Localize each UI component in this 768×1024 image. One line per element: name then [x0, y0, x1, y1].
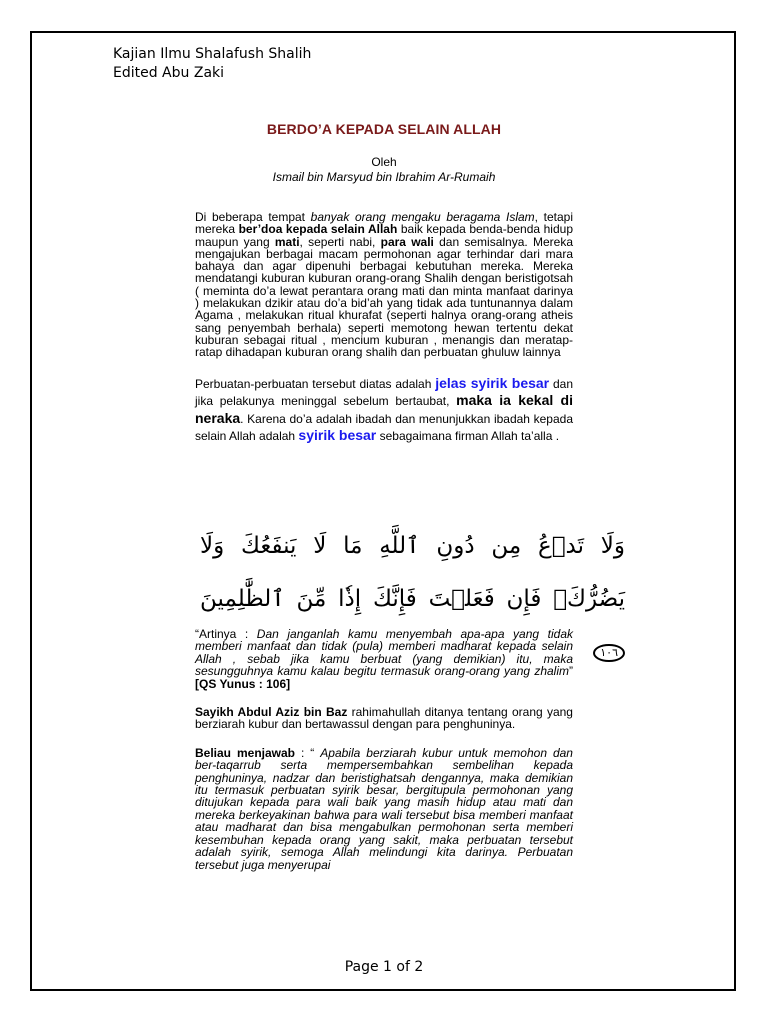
article-title: BERDO’A KEPADA SELAIN ALLAH [266, 121, 502, 137]
document-header [113, 45, 311, 83]
header-line-1: Kajian Ilmu Shalafush Shalih [113, 46, 312, 62]
highlight-syirik-besar-1: jelas syirik besar [435, 374, 550, 391]
header-line-2: Edited Abu Zaki [113, 65, 225, 81]
article-body [195, 120, 573, 445]
paragraph-intro: Di beberapa tempat banyak orang mengaku beragama Islam, tetapi mereka ber’doa kepada selain Allah baik kepada benda-benda hidup maupun yang mati, seperti nabi, para wali dan semisalnya. Mereka mengajukan berbagai macam permohonan agar terhindar dari mara bahaya dan agar dipenuhi berbagai kebutuhan mereka. Mereka mendatangi kuburan kuburan orang-orang Shalih dengan beristigotsah ( meminta do’a lewat perantara orang mati dan minta manfaat darinya ) melakukan dzikir atau do’a bid’ah yang tidak ada tuntunannya dalam Agama , melakukan ritual khurafat (seperti halnya orang-orang atheis sang penyembah berhala) seperti memotong hewan tertentu dekat kuburan sebagai ritual , mencium kuburan , menangis dan meratap-ratap dihadapan kuburan orang shalih dan perbuatan ghuluw lainnya [195, 210, 573, 360]
author-name: Ismail bin Marsyud bin Ibrahim Ar-Rumaih [272, 170, 496, 184]
page-number: Page 1 of 2 [344, 959, 424, 975]
paragraph-ruling: Perbuatan-perbuatan tersebut diatas adalah jelas syirik besar dan jika pelakunya meninggal sebelum bertaubat, maka ia kekal di neraka. Karena do’a adalah ibadah dan menunjukkan ibadah kepada selain Allah adalah syirik besar sebagaimana firman Allah ta’alla . [195, 374, 573, 444]
ayah-number-icon: ١٠٦ [593, 644, 625, 662]
arabic-verse-text: وَلَا تَدۡعُ مِن دُونِ ٱللَّهِ مَا لَا يَنفَعُكَ وَلَا يَضُرُّكَۖ فَإِن فَعَلۡتَ فَإِنَّكَ إِذٗا مِّنَ ٱلظَّٰلِمِينَ [200, 533, 625, 612]
byline [195, 155, 573, 185]
paragraph-answer: Beliau menjawab : “ Apabila berziarah kubur untuk memohon dan ber-taqarrub serta mempersembahkan sembelihan kepada penghuninya, nadzar dan beristighatsah dengannya, maka demikian itu termasuk perbuatan syirik besar, bergitupula permohonan yang ditujukan kepada para wali baik yang masih hidup atau mati dan mereka berkeyakinan bahwa para wali tersebut bisa memberi manfaat atau madharat dan bisa mengabulkan permohonan serta memberi kesembuhan kepada orang yang sakit, maka perbuatan tersebut adalah syirik, semoga Allah melindungi kita darinya. Perbuatan tersebut juga menyerupai [195, 745, 573, 872]
highlight-syirik-besar-2: syirik besar [298, 427, 377, 444]
paragraph-translation: “Artinya : Dan janganlah kamu menyembah apa-apa yang tidak memberi manfaat dan tidak (pula) memberi madharat kepada selain Allah , sebab jika kamu berbuat (yang demikian) itu, maka sesungguhnya kamu kalau begitu termasuk orang-orang yang zhalim” [QS Yunus : 106] [195, 627, 573, 691]
article-body-continued [195, 628, 573, 887]
by-label: Oleh [371, 155, 397, 169]
paragraph-question: Sayikh Abdul Aziz bin Baz rahimahullah ditanya tentang orang yang berziarah kubur dan bertawassul dengan para penghuninya. [195, 705, 573, 732]
emphasis-kekal-di-neraka: maka ia kekal di neraka [195, 392, 573, 426]
